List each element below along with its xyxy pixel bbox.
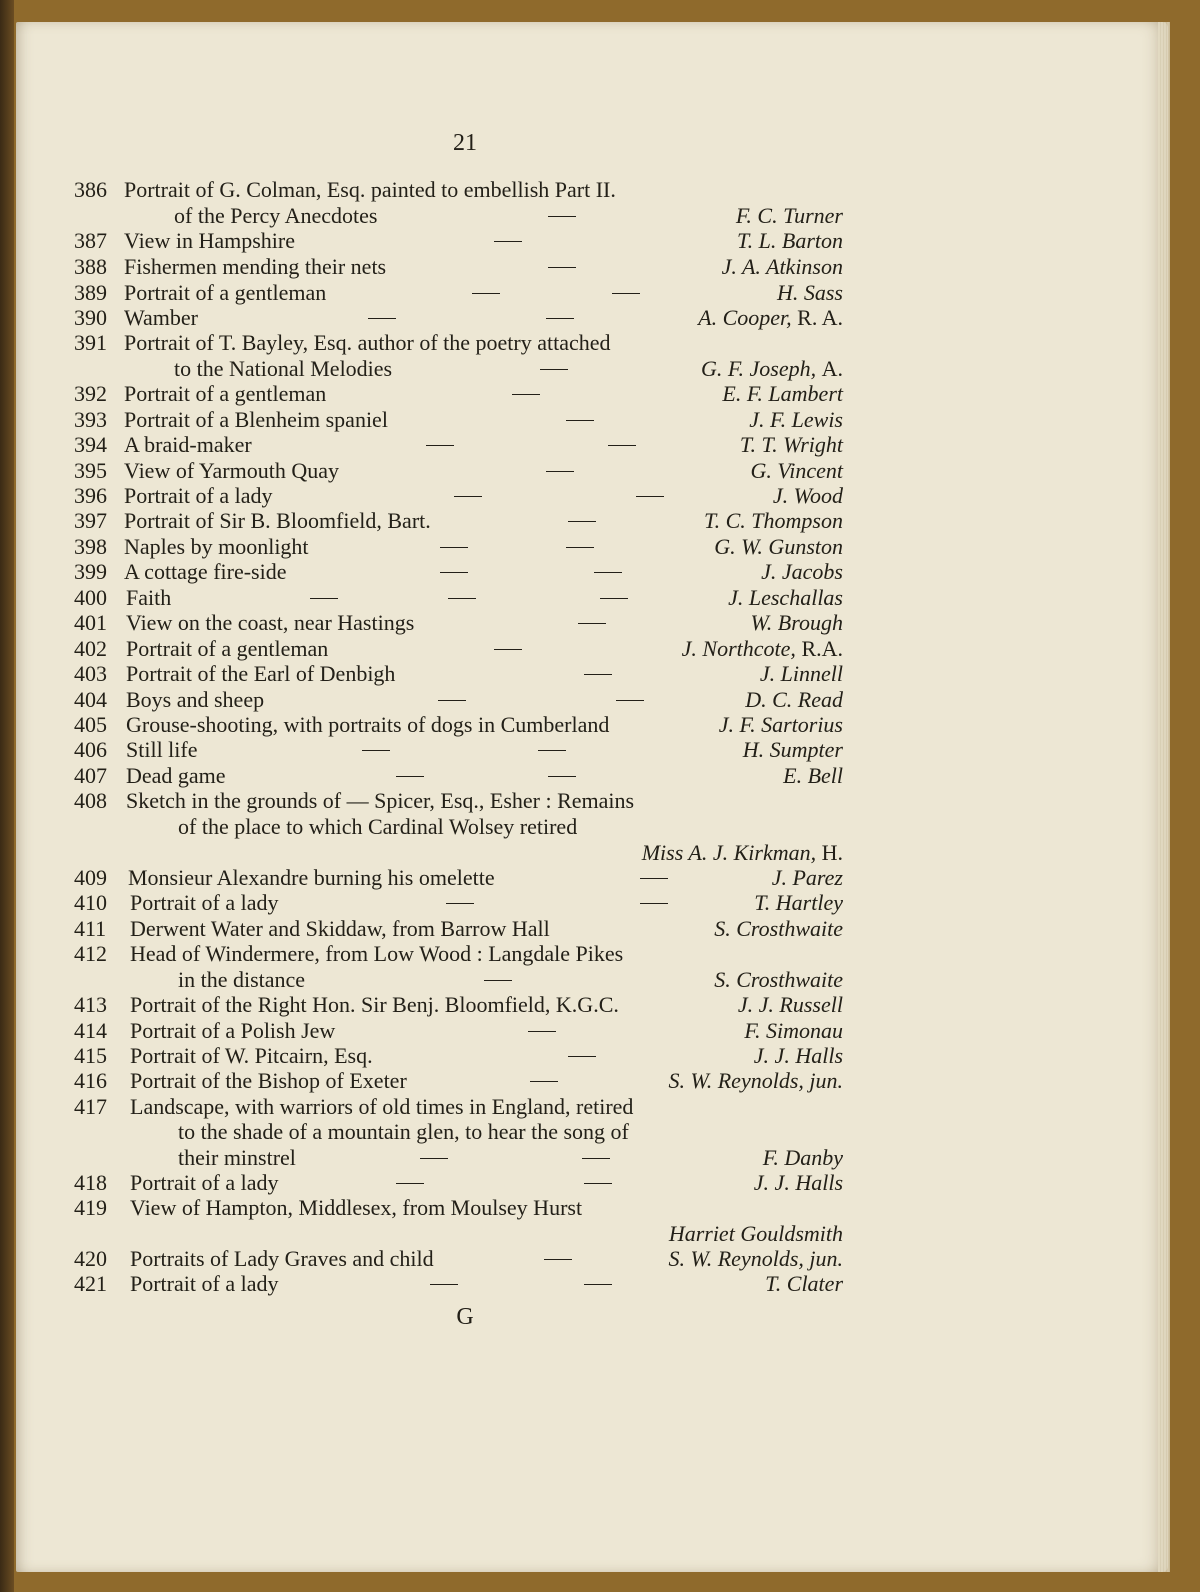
entry-title: View on the coast, near Hastings [126,610,415,635]
entry-number: 410 [74,890,107,915]
list-item-417-cont2 [0,1145,1200,1171]
leader-dash [568,521,596,522]
entry-artist: G. W. Gunston [714,534,843,559]
entry-title: Portrait of a gentleman [124,381,327,406]
entry-title: Portrait of a Blenheim spaniel [124,407,388,432]
entry-number: 421 [74,1271,107,1296]
entry-title-continued: to the shade of a mountain glen, to hear the song of [178,1119,629,1144]
entry-number: 391 [74,330,107,355]
list-item-415 [0,1043,1200,1069]
leader-dash [396,1183,424,1184]
leader-dash [454,496,482,497]
entry-artist: Miss A. J. Kirkman, H. [641,840,843,865]
entry-title: Naples by moonlight [124,534,309,559]
entry-artist: J. J. Halls [753,1043,843,1068]
leader-dash [494,241,522,242]
list-item-407 [0,763,1200,789]
entry-artist: J. Wood [772,483,843,508]
entry-title: Portrait of a gentleman [124,280,327,305]
entry-title: Boys and sheep [126,687,265,712]
leader-dash [494,649,522,650]
leader-dash [582,1158,610,1159]
entry-title: Derwent Water and Skiddaw, from Barrow Hall [130,916,550,941]
entry-number: 401 [74,610,107,635]
list-item-397 [0,508,1200,534]
entry-title: View of Hampton, Middlesex, from Moulsey Hurst [130,1195,583,1220]
list-item-413 [0,992,1200,1018]
signature-mark: G [456,1304,474,1330]
list-item-408 [0,788,1200,814]
entry-artist: T. Hartley [754,890,843,915]
entry-artist: T. L. Barton [737,228,843,253]
entry-title: Landscape, with warriors of old times in England, retired [130,1094,634,1119]
list-item-408-cont [0,814,1200,840]
entry-artist: J. F. Lewis [749,407,843,432]
entry-title: Portrait of a lady [130,1170,279,1195]
list-item-420 [0,1246,1200,1272]
leader-dash [616,700,644,701]
entry-title: Portrait of a gentleman [126,636,329,661]
leader-dash [512,394,540,395]
entry-title: Portrait of Sir B. Bloomfield, Bart. [124,508,431,533]
entry-title-continued: in the distance [178,967,306,992]
entry-number: 403 [74,661,107,686]
entry-number: 398 [74,534,107,559]
entry-number: 415 [74,1043,107,1068]
leader-dash [440,547,468,548]
entry-number: 394 [74,432,107,457]
entry-number: 408 [74,788,107,813]
list-item-414 [0,1018,1200,1044]
entry-artist: J. Linnell [759,661,843,686]
list-item-394 [0,432,1200,458]
entry-number: 400 [74,585,107,610]
entry-artist: H. Sumpter [742,737,843,762]
leader-dash [440,572,468,573]
list-item-412 [0,941,1200,967]
list-item-417-cont [0,1119,1200,1145]
leader-dash [438,700,466,701]
leader-dash [546,471,574,472]
list-item-391 [0,330,1200,356]
leader-dash [430,1284,458,1285]
entry-artist: G. F. Joseph, A. [701,356,843,381]
leader-dash [548,267,576,268]
entry-number: 419 [74,1195,107,1220]
list-item-408-artist [0,840,1200,866]
page-number: 21 [453,130,477,156]
leader-dash [548,216,576,217]
leader-dash [446,903,474,904]
list-item-402 [0,636,1200,662]
list-item-390 [0,305,1200,331]
entry-artist: J. Parez [771,865,843,890]
entry-artist: T. C. Thompson [704,508,843,533]
entry-title: Fishermen mending their nets [124,254,387,279]
entry-title: Wamber [124,305,198,330]
entry-artist: F. C. Turner [735,203,843,228]
list-item-392 [0,381,1200,407]
leader-dash [396,776,424,777]
entry-artist: E. F. Lambert [722,381,843,406]
entry-title-continued: of the place to which Cardinal Wolsey retired [178,814,578,839]
leader-dash [584,1284,612,1285]
leader-dash [546,318,574,319]
list-item-417 [0,1094,1200,1120]
entry-number: 412 [74,941,107,966]
entry-artist: J. Jacobs [761,559,843,584]
list-item-409 [0,865,1200,891]
entry-title: Portrait of the Earl of Denbigh [126,661,396,686]
list-item-401 [0,610,1200,636]
list-item-391-cont [0,356,1200,382]
entry-artist: T. T. Wright [739,432,843,457]
leader-dash [568,1056,596,1057]
leader-dash [484,980,512,981]
entry-number: 402 [74,636,107,661]
entry-number: 404 [74,687,107,712]
entry-artist: E. Bell [783,763,843,788]
entry-title: Still life [126,737,198,762]
list-item-410 [0,890,1200,916]
list-item-386 [0,177,1200,203]
list-item-419-artist [0,1221,1200,1247]
leader-dash [578,623,606,624]
entry-number: 406 [74,737,107,762]
entry-number: 418 [74,1170,107,1195]
entry-title: Portrait of a lady [124,483,273,508]
leader-dash [640,878,668,879]
leader-dash [368,318,396,319]
entry-number: 420 [74,1246,107,1271]
entry-number: 388 [74,254,107,279]
entry-title: Portrait of G. Colman, Esq. painted to embellish Part II. [124,177,616,202]
leader-dash [528,1031,556,1032]
list-item-398 [0,534,1200,560]
entry-number: 409 [74,865,107,890]
entry-artist: J. A. Atkinson [721,254,843,279]
entry-artist: J. J. Russell [737,992,843,1017]
entry-title: Head of Windermere, from Low Wood : Langdale Pikes [130,941,624,966]
entry-artist: Harriet Gouldsmith [668,1221,843,1246]
entry-artist: G. Vincent [750,458,843,483]
entry-number: 392 [74,381,107,406]
leader-dash [472,293,500,294]
entry-number: 393 [74,407,107,432]
entry-title: Portrait of a lady [130,890,279,915]
entry-number: 386 [74,177,107,202]
entry-artist: F. Simonau [744,1018,843,1043]
entry-number: 395 [74,458,107,483]
leader-dash [420,1158,448,1159]
entry-title: A cottage fire-side [124,559,287,584]
entry-title: Monsieur Alexandre burning his omelette [128,865,495,890]
entry-title: Portrait of a Polish Jew [130,1018,336,1043]
entry-title: Portrait of the Right Hon. Sir Benj. Bloomfield, K.G.C. [130,992,619,1017]
entry-artist: J. F. Sartorius [718,712,843,737]
entry-artist: J. J. Halls [753,1170,843,1195]
entry-title-continued: of the Percy Anecdotes [174,203,378,228]
entry-title: Portrait of T. Bayley, Esq. author of the poetry attached [124,330,611,355]
entry-title: A braid-maker [124,432,252,457]
entry-artist: J. Northcote, R.A. [681,636,843,661]
entry-artist: H. Sass [776,280,843,305]
entry-artist: S. W. Reynolds, jun. [668,1068,843,1093]
list-item-400 [0,585,1200,611]
entry-number: 389 [74,280,107,305]
entry-artist: S. Crosthwaite [714,916,843,941]
entry-artist: W. Brough [750,610,843,635]
list-item-386-cont [0,203,1200,229]
leader-dash [362,750,390,751]
entry-number: 413 [74,992,107,1017]
leader-dash [608,445,636,446]
entry-artist: S. W. Reynolds, jun. [668,1246,843,1271]
leader-dash [426,445,454,446]
entry-artist: T. Clater [765,1271,843,1296]
leader-dash [640,903,668,904]
list-item-418 [0,1170,1200,1196]
leader-dash [566,420,594,421]
entry-artist: S. Crosthwaite [714,967,843,992]
leader-dash [612,293,640,294]
entry-title: Sketch in the grounds of — Spicer, Esq., Esher : Remains [126,788,635,813]
leader-dash [540,369,568,370]
list-item-419 [0,1195,1200,1221]
entry-artist: A. Cooper, R. A. [698,305,843,330]
entry-number: 414 [74,1018,107,1043]
entry-artist: D. C. Read [745,687,843,712]
leader-dash [566,547,594,548]
leader-dash [310,598,338,599]
list-item-399 [0,559,1200,585]
list-item-389 [0,280,1200,306]
leader-dash [544,1259,572,1260]
entry-title: Portrait of W. Pitcairn, Esq. [130,1043,373,1068]
list-item-395 [0,458,1200,484]
entry-number: 390 [74,305,107,330]
leader-dash [600,598,628,599]
list-item-406 [0,737,1200,763]
list-item-403 [0,661,1200,687]
leader-dash [584,1183,612,1184]
entry-number: 396 [74,483,107,508]
list-item-393 [0,407,1200,433]
entry-number: 407 [74,763,107,788]
list-item-388 [0,254,1200,280]
list-item-411 [0,916,1200,942]
leader-dash [448,598,476,599]
entry-number: 405 [74,712,107,737]
leader-dash [584,674,612,675]
entry-title-continued: to the National Melodies [174,356,393,381]
entry-number: 411 [74,916,107,941]
list-item-412-cont [0,967,1200,993]
list-item-405 [0,712,1200,738]
leader-dash [530,1081,558,1082]
entry-title: Dead game [126,763,226,788]
list-item-404 [0,687,1200,713]
entry-title-continued: their minstrel [178,1145,296,1170]
entry-number: 417 [74,1094,107,1119]
entry-title: View in Hampshire [124,228,295,253]
leader-dash [538,750,566,751]
list-item-396 [0,483,1200,509]
entry-title: View of Yarmouth Quay [124,458,339,483]
entry-title: Grouse-shooting, with portraits of dogs in Cumberland [126,712,610,737]
list-item-421 [0,1271,1200,1297]
leader-dash [636,496,664,497]
entry-number: 416 [74,1068,107,1093]
entry-number: 397 [74,508,107,533]
entry-title: Portrait of a lady [130,1271,279,1296]
entry-number: 387 [74,228,107,253]
entry-number: 399 [74,559,107,584]
entry-artist: J. Leschallas [728,585,843,610]
entry-artist: F. Danby [762,1145,843,1170]
leader-dash [548,776,576,777]
entry-title: Portrait of the Bishop of Exeter [130,1068,407,1093]
entry-title: Faith [126,585,172,610]
leader-dash [594,572,622,573]
list-item-416 [0,1068,1200,1094]
entry-title: Portraits of Lady Graves and child [130,1246,434,1271]
list-item-387 [0,228,1200,254]
